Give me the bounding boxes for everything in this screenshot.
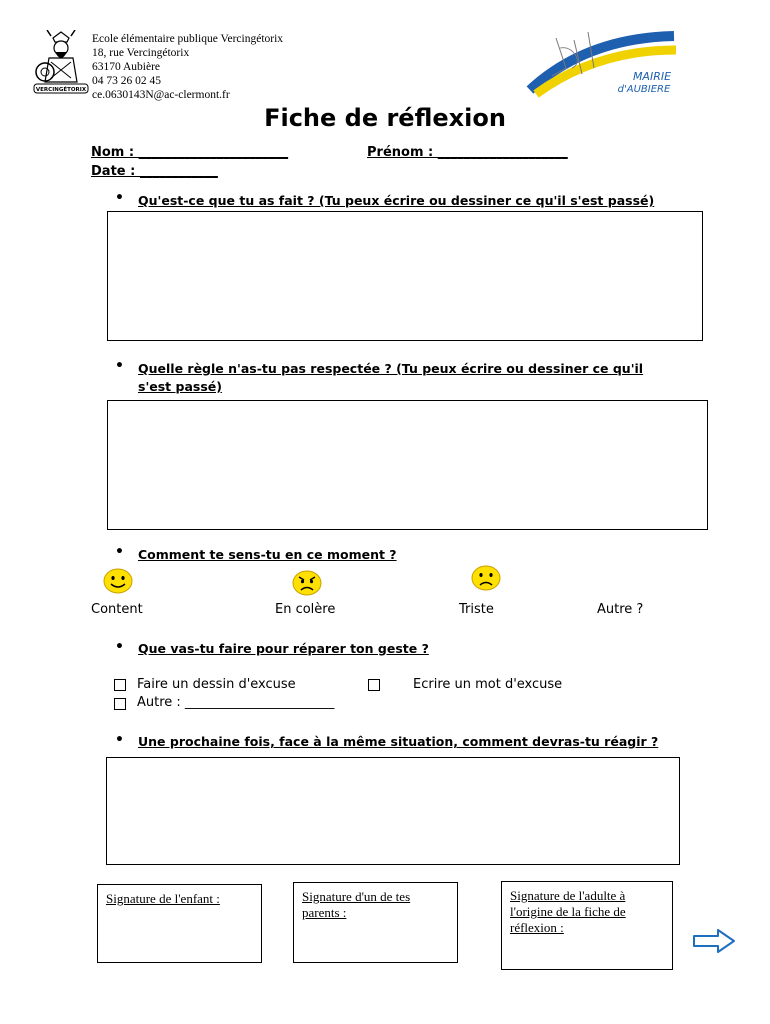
school-info <box>92 32 283 102</box>
school-city: 63170 Aubière <box>92 61 161 73</box>
bullet: • <box>115 190 124 206</box>
answer-box-5[interactable] <box>106 757 680 865</box>
question-1: Qu'est-ce que tu as fait ? (Tu peux écrire ou dessiner ce qu'il s'est passé) <box>138 193 655 208</box>
question-2-line-2: s'est passé) <box>138 379 222 394</box>
bullet: • <box>115 358 124 374</box>
answer-box-1[interactable] <box>107 211 703 341</box>
signature-enfant-box[interactable] <box>97 884 262 963</box>
mood-colere-label: En colère <box>275 602 336 617</box>
question-3: Comment te sens-tu en ce moment ? <box>138 547 397 562</box>
bullet: • <box>115 639 124 655</box>
angry-face-icon[interactable] <box>291 569 323 597</box>
mood-content-label: Content <box>91 602 143 617</box>
school-phone: 04 73 26 02 45 <box>92 75 161 87</box>
signature-enfant-label: Signature de l'enfant : <box>106 891 220 906</box>
signature-adulte-label: Signature de l'adulte à l'origine de la fiche de réflexion : <box>510 888 626 935</box>
mood-autre-label: Autre ? <box>597 602 644 617</box>
nom-field[interactable]: Nom : _______________________ <box>91 145 289 160</box>
date-field[interactable]: Date : ____________ <box>91 164 218 179</box>
mairie-logo-line1: MAIRIE <box>632 70 672 83</box>
signature-parents-box[interactable] <box>293 882 458 963</box>
mairie-logo-line2: d'AUBIERE <box>617 84 671 95</box>
bullet: • <box>115 732 124 748</box>
question-5: Une prochaine fois, face à la même situation, comment devras-tu réagir ? <box>138 734 659 749</box>
question-2-line-1: Quelle règle n'as-tu pas respectée ? (Tu peux écrire ou dessiner ce qu'il <box>138 361 644 376</box>
checkbox-autre[interactable] <box>114 698 126 710</box>
option-autre-field[interactable]: Autre : _______________________ <box>137 695 335 710</box>
school-name: Ecole élémentaire publique Vercingétorix <box>92 33 284 45</box>
checkbox-mot[interactable] <box>368 679 380 691</box>
signature-parents-label: Signature d'un de tes parents : <box>302 889 411 920</box>
school-logo <box>33 30 89 98</box>
option-dessin-label: Faire un dessin d'excuse <box>137 677 296 692</box>
arrow-right-icon[interactable] <box>692 928 736 954</box>
option-mot-label: Ecrire un mot d'excuse <box>413 677 563 692</box>
prenom-field[interactable]: Prénom : ____________________ <box>367 145 568 160</box>
question-4: Que vas-tu faire pour réparer ton geste ? <box>138 641 429 656</box>
answer-box-2[interactable] <box>107 400 708 530</box>
bullet: • <box>115 544 124 560</box>
school-street: 18, rue Vercingétorix <box>92 47 190 59</box>
checkbox-dessin[interactable] <box>114 679 126 691</box>
sad-face-icon[interactable] <box>470 564 502 592</box>
happy-face-icon[interactable] <box>102 567 134 595</box>
signature-adulte-box[interactable] <box>501 881 673 970</box>
page-title: Fiche de réflexion <box>264 104 506 132</box>
school-logo-text: VERCINGÉTORIX <box>35 87 87 93</box>
mood-triste-label: Triste <box>459 602 494 617</box>
mairie-logo <box>526 28 678 98</box>
school-email: ce.0630143N@ac-clermont.fr <box>92 89 230 101</box>
